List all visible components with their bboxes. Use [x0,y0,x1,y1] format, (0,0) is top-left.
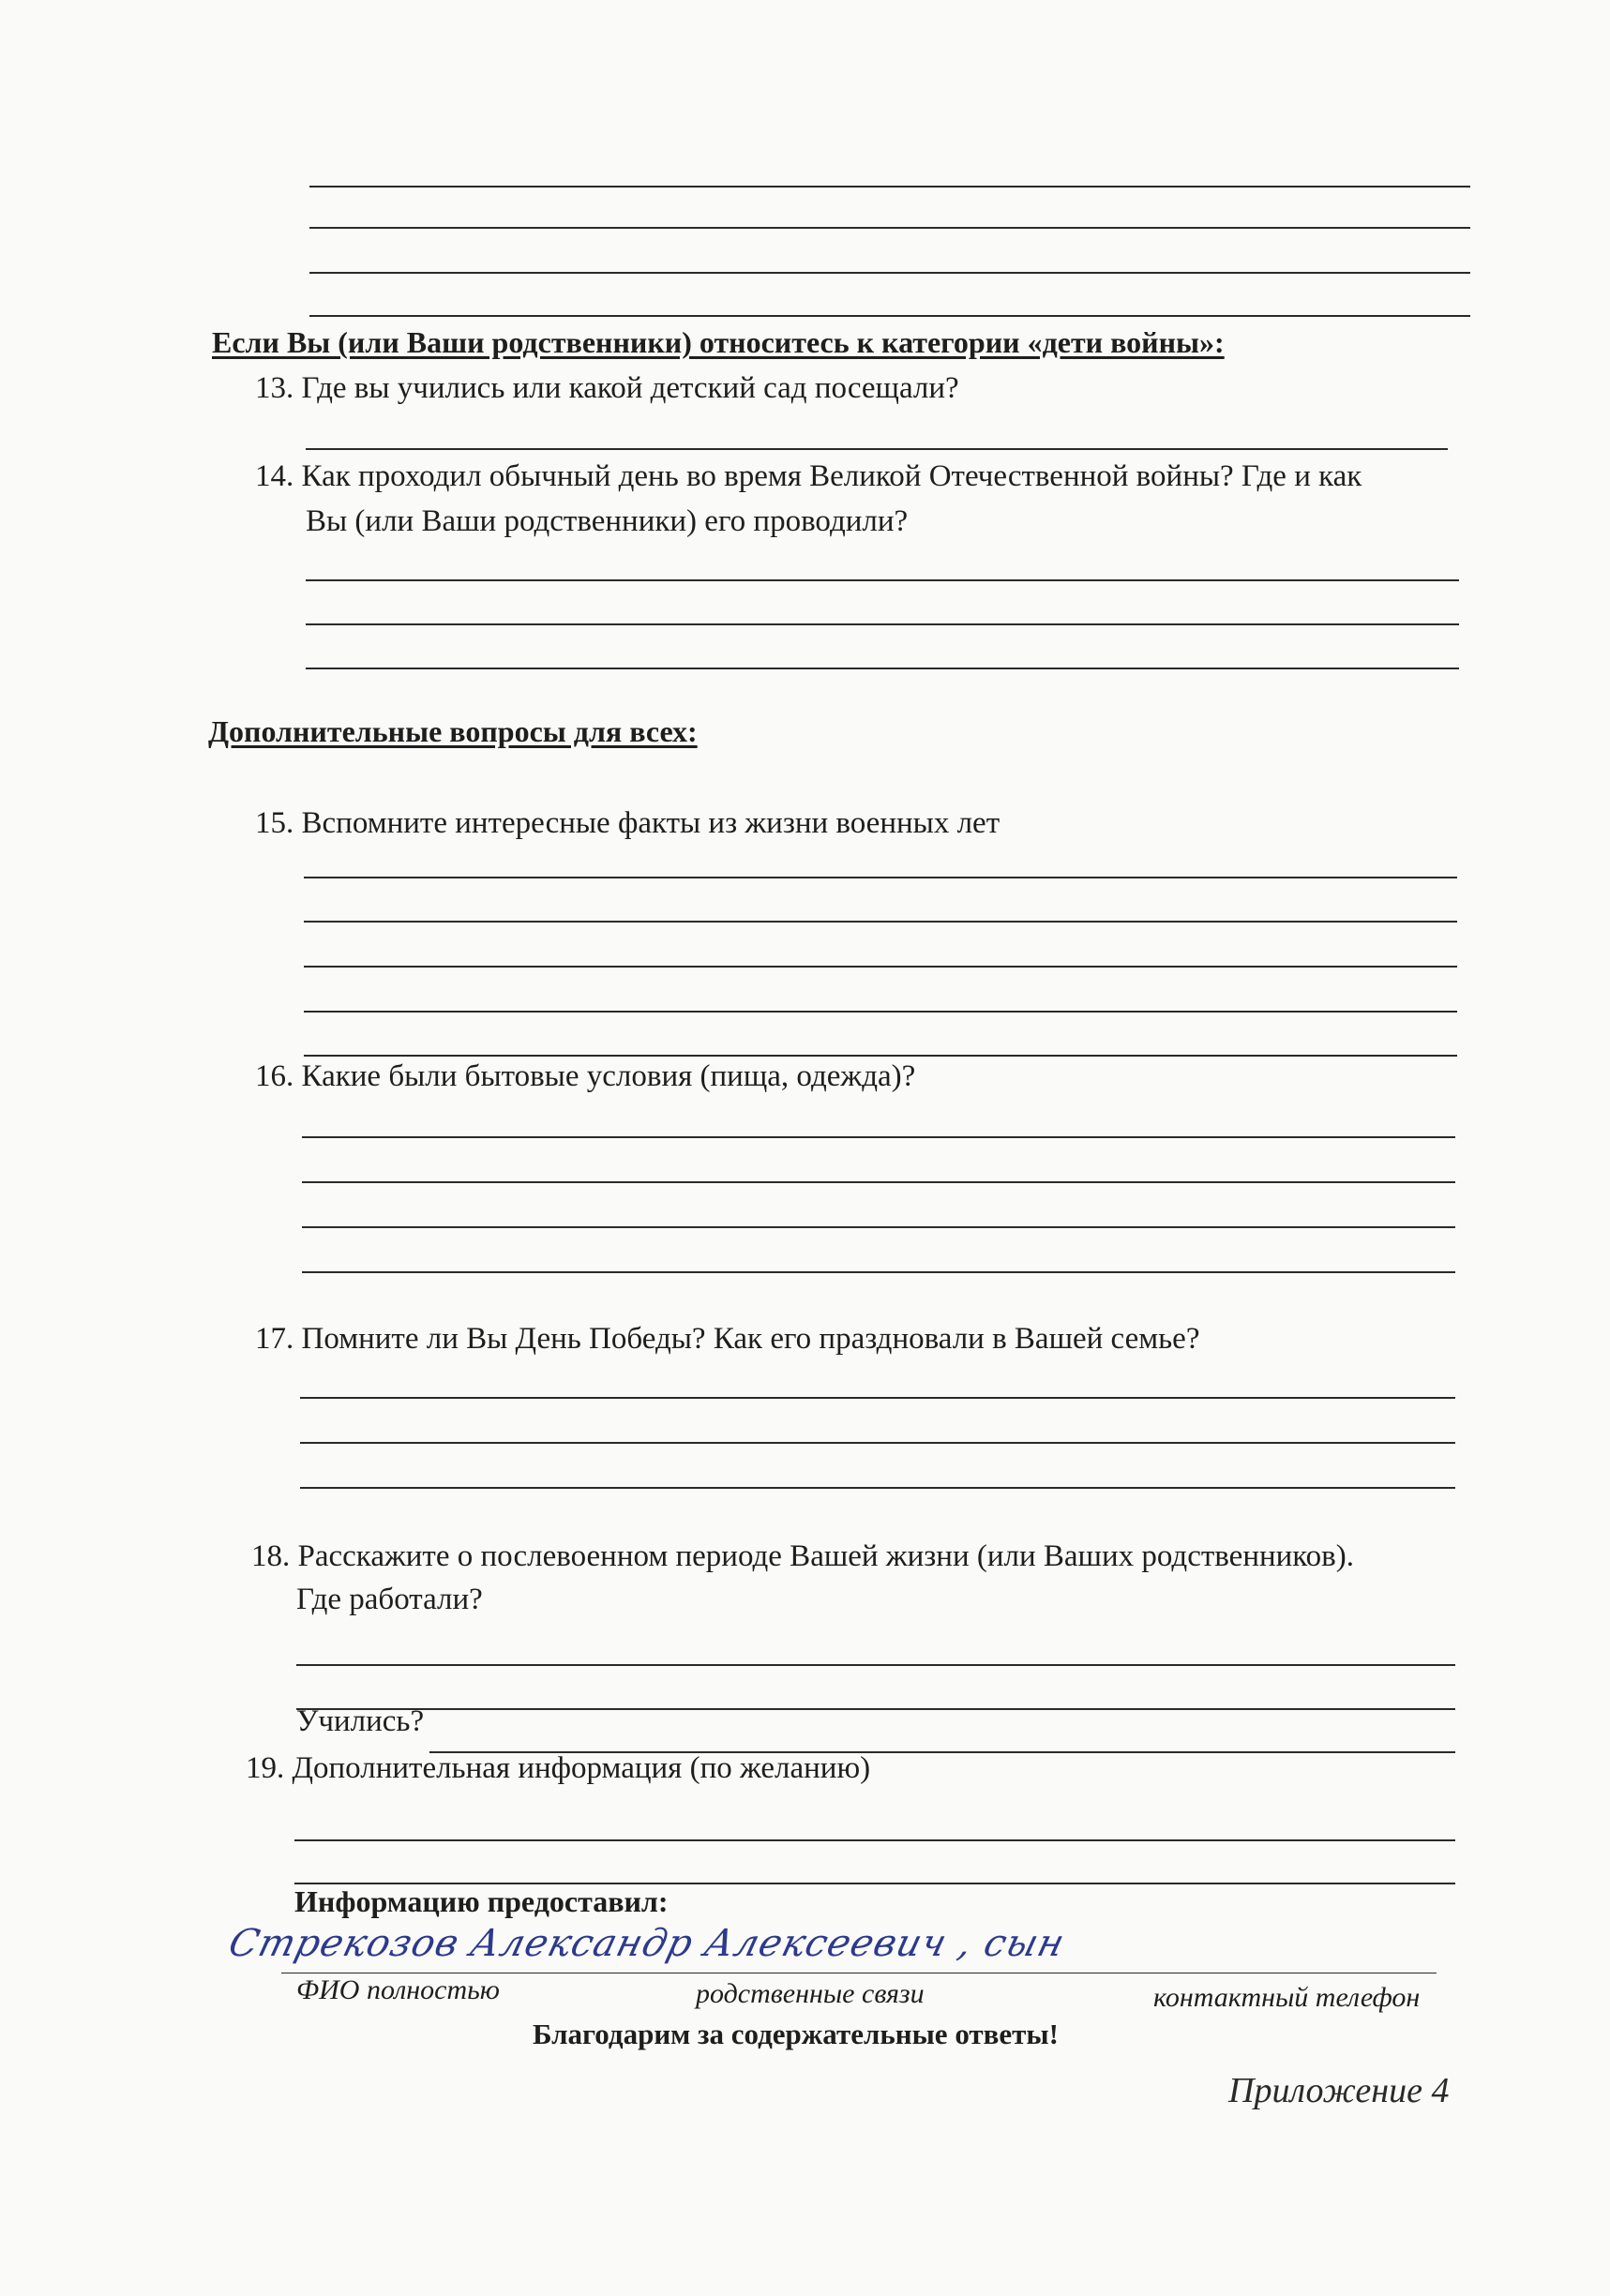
answer-line [302,1226,1455,1228]
answer-line [309,272,1470,274]
appendix-label: Приложение 4 [1228,2071,1450,2110]
question-14-line-1: 14. Как проходил обычный день во время Великой Отечественной войны? Где и как [255,459,1362,493]
answer-line [306,668,1459,669]
answer-line [294,1839,1455,1841]
answer-line [306,623,1459,625]
answer-line [296,1708,1455,1710]
answer-line [302,1271,1455,1273]
answer-line [304,1055,1457,1057]
answer-line [302,1136,1455,1138]
answer-line [309,227,1470,229]
answer-line [304,921,1457,923]
question-18-line-2: Где работали? [296,1583,483,1616]
answer-line [300,1442,1455,1444]
thanks-note: Благодарим за содержательные ответы! [533,2018,1059,2050]
answer-line [296,1664,1455,1666]
answer-line [309,186,1470,188]
caption-relation: родственные связи [696,1978,925,2009]
answer-line [300,1487,1455,1489]
caption-phone: контактный телефон [1153,1982,1421,2013]
answer-line [309,315,1470,317]
answer-line [304,966,1457,968]
answer-line [304,1011,1457,1013]
handwritten-respondent-name: Стрекозов Александр Алексеевич , сын [224,1922,1070,1965]
question-18-line-1: 18. Расскажите о послевоенном периоде Вашей жизни (или Ваших родственников). [251,1539,1354,1573]
question-17: 17. Помните ли Вы День Победы? Как его праздновали в Вашей семье? [255,1322,1200,1356]
section-heading-for-all: Дополнительные вопросы для всех: [208,714,698,748]
answer-line [304,877,1457,878]
question-15: 15. Вспомните интересные факты из жизни военных лет [255,806,1001,840]
answer-line [302,1181,1455,1183]
question-14-line-2: Вы (или Ваши родственники) его проводили? [306,504,909,538]
answer-line [306,579,1459,581]
caption-full-name: ФИО полностью [296,1974,500,2005]
section-heading-children-of-war: Если Вы (или Ваши родственники) относитесь к категории «дети войны»: [212,325,1225,359]
question-19: 19. Дополнительная информация (по желанию) [246,1751,871,1785]
question-13: 13. Где вы учились или какой детский сад посещали? [255,371,959,405]
question-16: 16. Какие были бытовые условия (пища, одежда)? [255,1059,916,1093]
answer-line [306,448,1448,450]
answer-line [300,1397,1455,1399]
info-provided-by-label: Информацию предоставил: [294,1884,669,1918]
question-18-studied-label: Учились? [296,1704,425,1738]
